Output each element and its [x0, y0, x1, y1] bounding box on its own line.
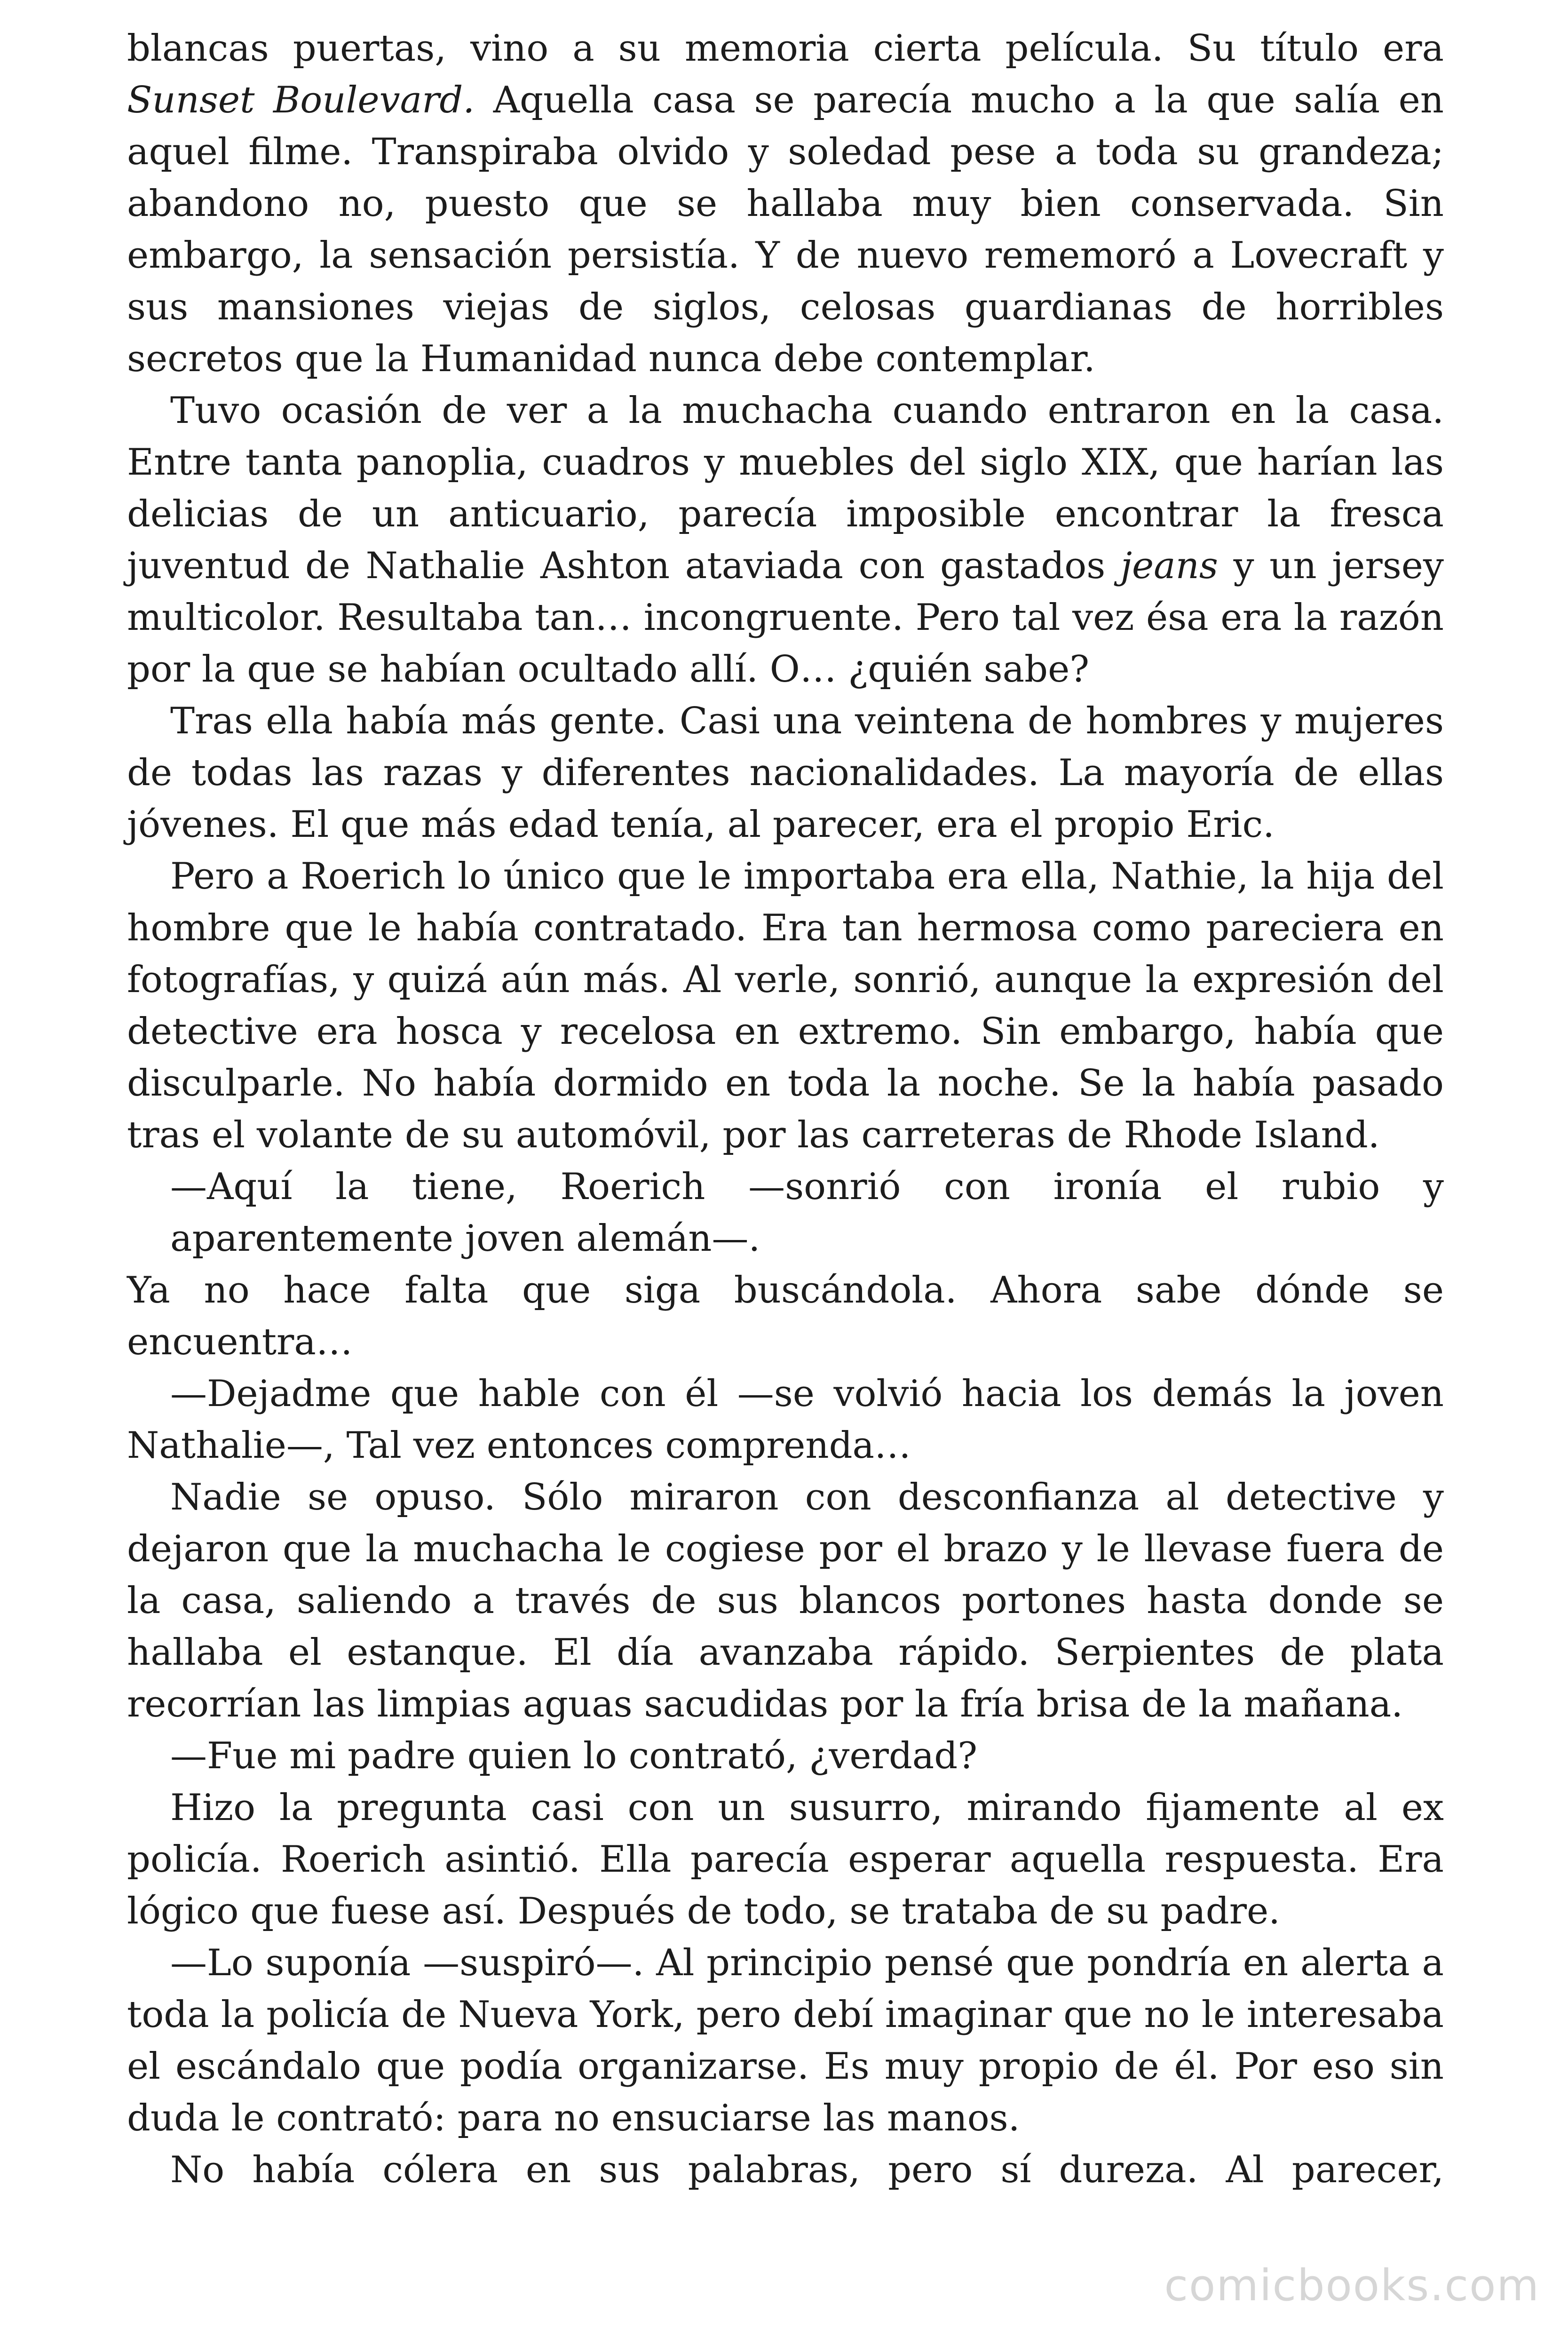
- text-run: Pero a Roerich lo único que le importaba era ella, Nathie, la hija del hombre que le había contratado. Era tan hermosa como pareciera en fotografías, y quizá aún más. Al verle, sonrió, aunque la expresión del detective era hosca y recelosa en extremo. Sin embargo, había que disculparle. No había dormido en toda la noche. Se la había pasado tras el volante de su automóvil, por las carreteras de Rhode Island.: [127, 855, 1444, 1156]
- text-run: —Lo suponía —suspiró—. Al principio pensé que pondría en alerta a toda la policía de Nueva York, pero debí imaginar que no le interesaba el escándalo que podía organizarse. Es muy propio de él. Por eso sin duda le contrató: para no ensuciarse las manos.: [127, 1942, 1444, 2139]
- paragraph: [127, 1471, 1444, 1730]
- text-run: Tuvo ocasión de ver a la muchacha cuando entraron en la casa. Entre tanta panoplia, cuadros y muebles del siglo XIX, que harían las delicias de un anticuario, parecía imposible encontrar la fresca juventud de Nathalie Ashton ataviada con gastados: [127, 389, 1444, 587]
- watermark-logo: comicbooks.com: [1164, 2260, 1540, 2311]
- italic-text: Sunset Boulevard.: [127, 79, 475, 121]
- paragraph: [127, 1368, 1444, 1471]
- text-run: Aquella casa se parecía mucho a la que salía en aquel filme. Transpiraba olvido y soledad pese a toda su grandeza; abandono no, puesto que se hallaba muy bien conservada. Sin embargo, la sensación persistía. Y de nuevo rememoró a Lovecraft y sus mansiones viejas de siglos, celosas guardianas de horribles secretos que la Humanidad nunca debe contemplar.: [127, 79, 1444, 380]
- paragraph: [127, 1161, 1444, 1264]
- text-run: Nadie se opuso. Sólo miraron con desconfianza al detective y dejaron que la muchacha le cogiese por el brazo y le llevase fuera de la casa, saliendo a través de sus blancos portones hasta donde se hallaba el estanque. El día avanzaba rápido. Serpientes de plata recorrían las limpias aguas sacudidas por la fría brisa de la mañana.: [127, 1476, 1444, 1725]
- text-run: —Dejadme que hable con él —se volvió hacia los demás la joven Nathalie—, Tal vez entonces comprenda…: [127, 1373, 1444, 1467]
- text-run: No había cólera en sus palabras, pero sí dureza. Al parecer,: [170, 2149, 1444, 2191]
- paragraph: [127, 385, 1444, 695]
- paragraph: [127, 1937, 1444, 2144]
- text-run: Hizo la pregunta casi con un susurro, mirando fijamente al ex policía. Roerich asintió. Ella parecía esperar aquella respuesta. Era lógico que fuese así. Después de todo, se trataba de su padre.: [127, 1787, 1444, 1932]
- paragraph: [127, 1264, 1444, 1368]
- italic-text: jeans: [1120, 545, 1218, 587]
- text-run: blancas puertas, vino a su memoria cierta película. Su título era: [127, 27, 1444, 70]
- text-run: Tras ella había más gente. Casi una veintena de hombres y mujeres de todas las razas y diferentes nacionalidades. La mayoría de ellas jóvenes. El que más edad tenía, al parecer, era el propio Eric.: [127, 700, 1444, 846]
- text-run: —Aquí la tiene, Roerich —sonrió con ironía el rubio y aparentemente joven alemán—.: [170, 1166, 1444, 1260]
- book-page-text: [127, 23, 1444, 2196]
- paragraph: [127, 850, 1444, 1161]
- text-run: Ya no hace falta que siga buscándola. Ahora sabe dónde se encuentra…: [127, 1269, 1444, 1363]
- paragraph: [127, 695, 1444, 850]
- text-run: y un jersey multicolor. Resultaba tan… incongruente. Pero tal vez ésa era la razón por la que se habían ocultado allí. O… ¿quién sabe?: [127, 545, 1444, 691]
- paragraph: [127, 1782, 1444, 1937]
- paragraph: [127, 23, 1444, 385]
- paragraph: [127, 1730, 1444, 1782]
- text-run: —Fue mi padre quien lo contrató, ¿verdad?: [170, 1735, 978, 1777]
- paragraph: [127, 2144, 1444, 2196]
